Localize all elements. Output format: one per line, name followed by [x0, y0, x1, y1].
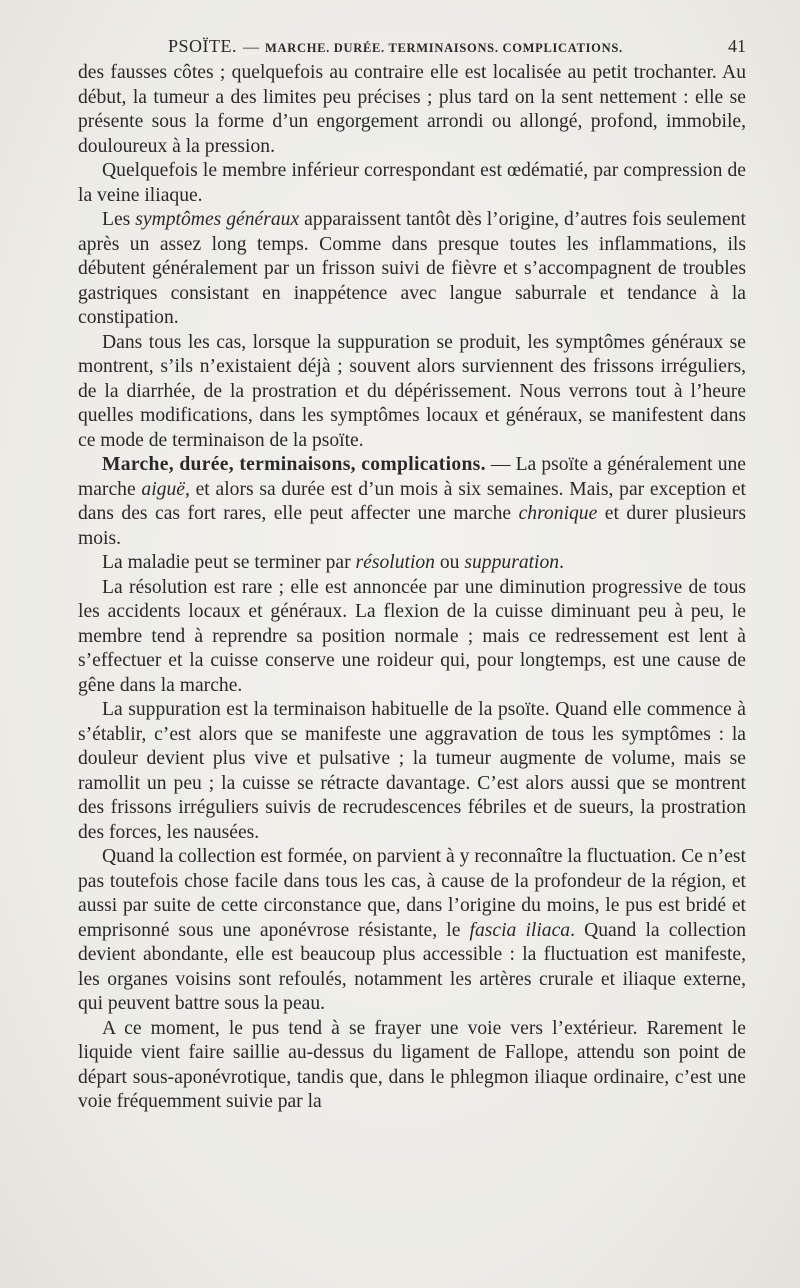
paragraph: La résolution est rare ; elle est annoncée par une diminution progressive de tous les accidents locaux et généraux. La flexion de la cuisse diminuant peu à peu, le membre tend à reprendre sa position normale ; mais ce redressement est lent à s’effectuer et la cuisse conserve une roideur qui, pour longtemps, est une cause de gêne dans la marche. — [78, 576, 746, 696]
paragraph: Dans tous les cas, lorsque la suppuration se produit, les symptômes généraux se montrent, s’ils n’existaient déjà ; souvent alors surviennent des frissons irréguliers, de la diarrhée, de la prostration et du dépérissement. Nous verrons tout à l’heure quelles modifications, dans les symptômes locaux et généraux, se manifestent dans ce mode de terminaison de la psoïte. — [78, 331, 746, 451]
chapter-title: PSOÏTE. — [168, 36, 238, 56]
paragraph: des fausses côtes ; quelquefois au contraire elle est localisée au petit trochanter. Au début, la tumeur a des limites peu précises ; plus tard on la sent nettement : elle se présente sous la forme d’un engorgement arrondi ou allongé, profond, immobile, douloureux à la pression. — [78, 62, 746, 157]
paragraph: A ce moment, le pus tend à se frayer une voie vers l’extérieur. Rarement le liquide vient faire saillie au-dessus du ligament de Fallope, attendu son point de départ sous-aponévrotique, tandis que, dans le phlegmon iliaque ordinaire, c’est une voie fréquemment suivie par la — [78, 1017, 746, 1112]
paragraph: La suppuration est la terminaison habituelle de la psoïte. Quand elle commence à s’établir, c’est alors que se manifeste une aggravation de tous les symptômes : la douleur devient plus vive et pulsative ; la tumeur augmente de volume, mais se ramollit un peu ; la cuisse se rétracte davantage. C’est alors aussi que se montrent des frissons irréguliers suivis de recrudescences fébriles et de sueurs, la prostration des forces, les nausées. — [78, 699, 746, 843]
running-header — [168, 36, 746, 57]
paragraph: Quelquefois le membre inférieur correspondant est œdématié, par compression de la veine iliaque. — [78, 160, 746, 206]
page-number: 41 — [728, 36, 746, 56]
paragraph: Quand la collection est formée, on parvient à y reconnaître la fluctuation. Ce n’est pas toutefois chose facile dans tous les cas, à cause de la profondeur de la région, et aussi par suite de cette circonstance que, dans l’origine du moins, le pus est bridé et emprisonné sous une aponévrose résistante, le fascia iliaca. Quand la collection devient abondante, elle est beaucoup plus accessible : la fluctuation est manifeste, les organes voisins sont refoulés, notamment les artères crurale et iliaque externe, qui peuvent battre sous la peau. — [78, 846, 746, 1014]
section-heading: Marche, durée, terminaisons, complications. — [102, 454, 486, 475]
section-subtitle: MARCHE. DURÉE. TERMINAISONS. COMPLICATIONS. — [265, 41, 623, 55]
paragraph: Marche, durée, terminaisons, complications. — La psoïte a généralement une marche aiguë, et alors sa durée est d’un mois à six semaines. Mais, par exception et dans des cas fort rares, elle peut affecter une marche chronique et durer plusieurs mois. — [78, 454, 746, 549]
body-text — [78, 61, 746, 1115]
paragraph: Les symptômes généraux apparaissent tantôt dès l’origine, d’autres fois seulement après un assez long temps. Comme dans presque toutes les inflammations, ils débutent généralement par un frisson suivi de fièvre et s’accompagnent de troubles gastriques consistant en inappétence avec langue saburrale et tendance à la constipation. — [78, 209, 746, 328]
paragraph: La maladie peut se terminer par résolution ou suppuration. — [102, 552, 564, 573]
header-dash: — — [243, 39, 260, 56]
